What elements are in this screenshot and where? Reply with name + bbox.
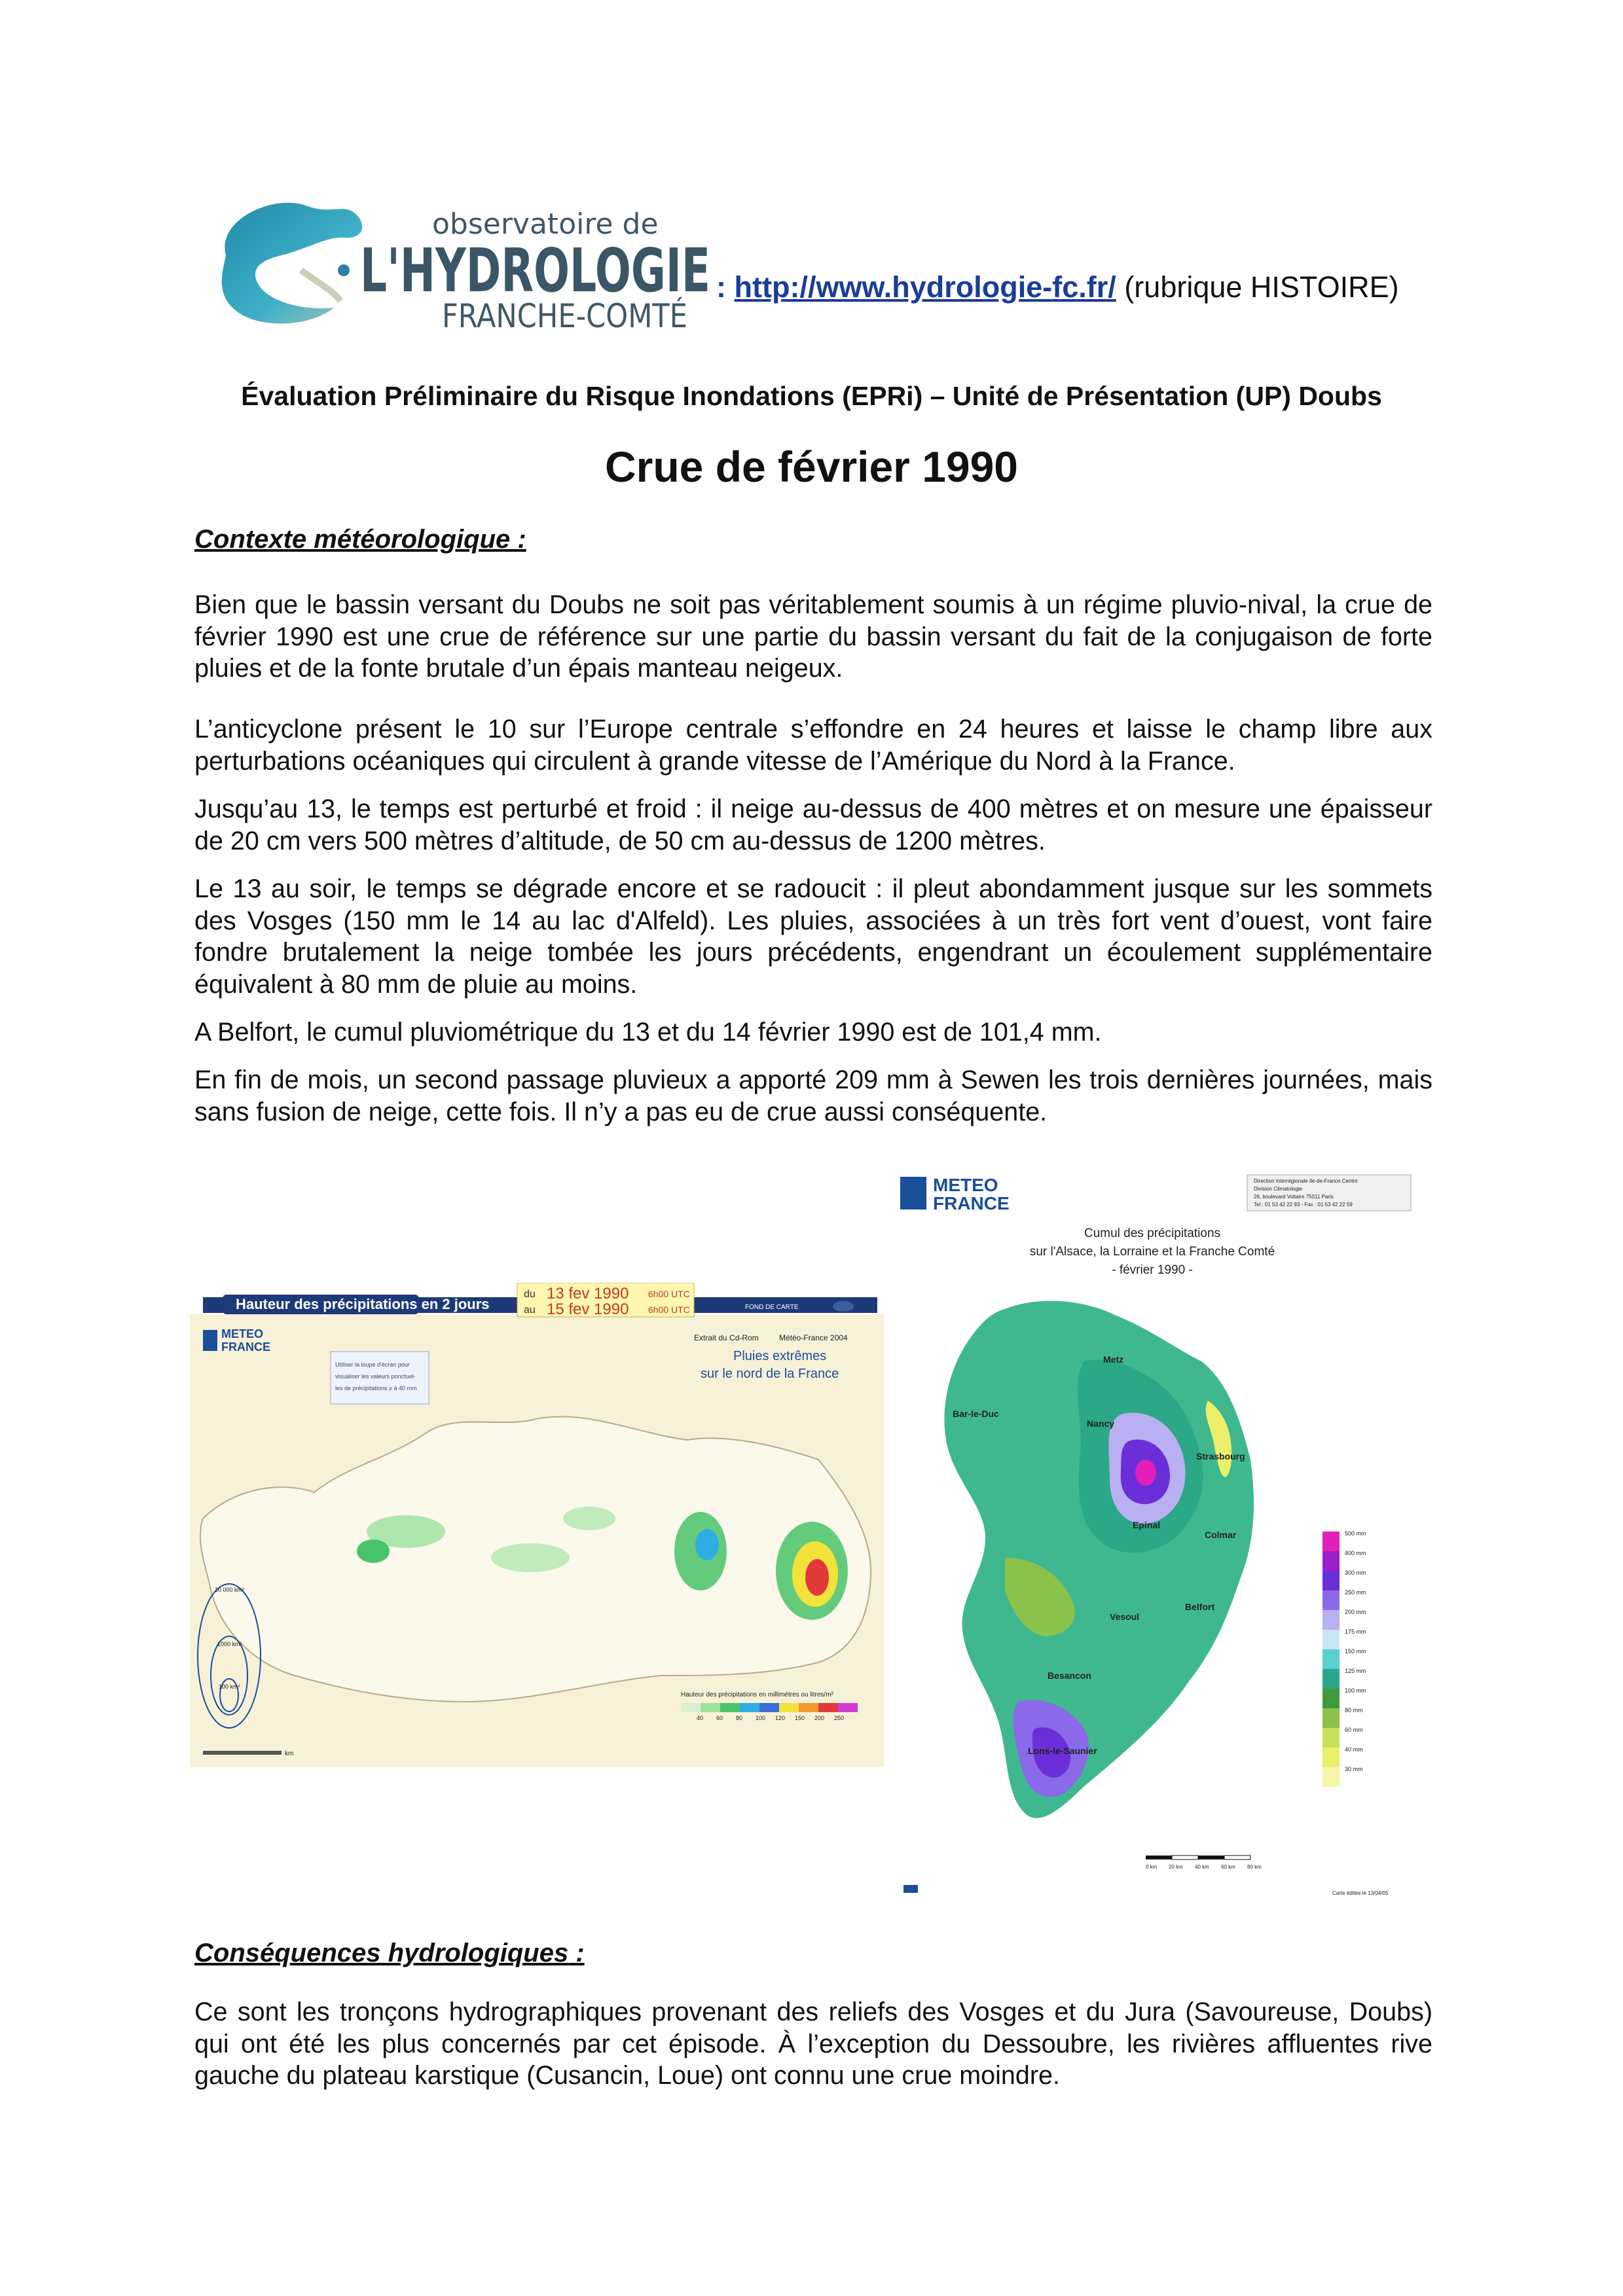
paragraph-5: A Belfort, le cumul pluviométrique du 13 et du 14 février 1990 est de 101,4 mm. [194,1018,1102,1047]
time-from: 6h00 UTC [648,1289,690,1299]
direction-line1: Direction Interrégionale Ile-de-France Centre [1254,1178,1358,1184]
map-cumulative-precipitation [887,1165,1417,1905]
scale-label-60: 60 km [1221,1864,1235,1870]
right-legend-swatch [1322,1551,1340,1571]
right-legend-label: 200 mm [1345,1609,1366,1615]
right-title-line1: Cumul des précipitations [1084,1227,1221,1240]
rain-patch [695,1529,719,1560]
copyright-label: Météo-France 2004 [779,1333,848,1342]
city-colmar: Colmar [1205,1530,1237,1540]
rain-patch [357,1539,390,1563]
right-meteo-france-logo-icon [900,1177,926,1210]
small-logo-icon [903,1885,918,1893]
right-legend-label: 60 mm [1345,1727,1363,1733]
circle-label-1000: 1000 km² [217,1641,242,1647]
logo-line1: observatoire de [432,207,659,241]
scale-bar [203,1751,282,1755]
city-belfort: Belfort [1185,1602,1215,1612]
rain-patch [491,1543,570,1572]
document-subtitle: Évaluation Préliminaire du Risque Inondations (EPRi) – Unité de Présentation (UP) Doubs [241,381,1382,411]
right-title-line3: - février 1990 - [1112,1263,1193,1277]
left-legend-tick: 60 [716,1715,723,1721]
fond-de-carte-label: FOND DE CARTE [745,1304,799,1311]
left-legend-tick: 150 [795,1715,805,1721]
note-line2: visualiser les valeurs ponctuel- [335,1373,416,1380]
left-logo-line2: FRANCE [221,1340,270,1354]
link-separator: : [716,270,726,304]
city-epinal: Epinal [1133,1520,1161,1530]
website-link[interactable]: http://www.hydrologie-fc.fr/ [734,270,1116,304]
drop-shape [222,203,362,324]
au-label: au [524,1304,536,1316]
left-legend-tick: 40 [697,1715,704,1721]
circle-label-10000: 10 000 km² [215,1587,245,1593]
right-legend-swatch [1322,1728,1340,1748]
right-legend-label: 250 mm [1345,1589,1366,1596]
source-label: Extrait du Cd-Rom [694,1333,759,1342]
consequences-heading-colon: : [568,1939,585,1967]
left-legend-swatch [779,1703,799,1712]
right-legend-label: 400 mm [1345,1550,1366,1556]
link-suffix: (rubrique HISTOIRE) [1116,270,1399,304]
section-heading-context: Contexte météorologique : [194,525,526,554]
note-line1: Utiliser la loupe d'écran pour [335,1361,410,1368]
right-legend-label: 300 mm [1345,1570,1366,1576]
city-nancy: Nancy [1087,1418,1115,1429]
right-legend-label: 30 mm [1345,1766,1363,1772]
heading-line1: Pluies extrêmes [733,1349,827,1363]
city-besancon: Besancon [1048,1670,1091,1681]
scale-label-20: 20 km [1169,1864,1183,1870]
circle-label-100: 100 km² [219,1683,240,1690]
rain-patch [563,1507,615,1530]
map-precipitation-2-days [190,1283,884,1767]
scale-label-0: 0 km [1146,1864,1158,1870]
left-legend-swatch [818,1703,838,1712]
right-legend-swatch [1322,1532,1340,1551]
city-bar-le-duc: Bar-le-Duc [953,1408,999,1419]
right-legend-label: 80 mm [1345,1707,1363,1713]
meteo-france-logo-icon [203,1330,217,1351]
right-legend-label: 40 mm [1345,1746,1363,1753]
city-lons-le-saunier: Lons-le-Saunier [1028,1746,1097,1756]
left-legend-title: Hauteur des précipitations en millimètres ou litres/m² [681,1691,833,1698]
right-legend-swatch [1322,1689,1340,1708]
paragraph-2: L’anticyclone présent le 10 sur l’Europe centrale s’effondre en 24 heures et laisse le champ libre aux perturbations océaniques qui circulent à grande vitesse de l’Amérique du Nord à la France. [194,715,1432,776]
header-link-line [716,270,1399,304]
scale-label: km [285,1750,294,1757]
right-legend-label: 150 mm [1345,1648,1366,1655]
left-legend-swatch [720,1703,740,1712]
left-legend-swatch [799,1703,818,1712]
paragraph-4: Le 13 au soir, le temps se dégrade encore et se radoucit : il pleut abondamment jusque sur les sommets des Vosges (150 mm le 14 au lac d'Alfeld). Les pluies, associées à un très fort vent d’ouest, vont faire fondre brutalement la neige tombée les jours précédents, engendrant un écoulement supplémentaire équivalent à 80 mm de pluie au moins. [194,874,1432,999]
city-vesoul: Vesoul [1110,1611,1140,1622]
right-legend-swatch [1322,1630,1340,1649]
map-right-graphic [887,1165,1417,1905]
left-logo-line1: METEO [221,1327,264,1340]
right-legend-label: 175 mm [1345,1628,1366,1635]
globe-icon [833,1301,854,1312]
city-strasbourg: Strasbourg [1196,1451,1245,1462]
page-title: Crue de février 1990 [604,442,1019,491]
direction-line4: Tel : 01 53 42 22 93 - Fax : 01 53 42 22 59 [1254,1202,1353,1208]
banner-title: Hauteur des précipitations en 2 jours [236,1296,490,1312]
time-to: 6h00 UTC [648,1304,690,1315]
date-from: 13 fev 1990 [547,1285,629,1302]
rain-patch [805,1559,829,1596]
hydrologie-logo [196,193,714,337]
city-metz: Metz [1103,1354,1124,1365]
region-peak [1135,1460,1156,1486]
left-legend-swatch [838,1703,858,1712]
right-legend-swatch [1322,1571,1340,1590]
consequences-heading-text: Conséquences hydrologiques [194,1939,569,1967]
hydrologie-logo-graphic [196,193,714,337]
right-legend-label: 500 mm [1345,1530,1366,1537]
logo-line3: FRANCHE-COMTÉ [442,297,714,335]
right-scale-bar [1146,1856,1250,1859]
left-legend-swatch [740,1703,759,1712]
left-legend-tick: 250 [834,1715,845,1721]
scale-label-80: 80 km [1247,1864,1262,1870]
du-label: du [524,1289,536,1300]
direction-line3: 26, boulevard Voltaire 75011 Paris [1254,1194,1334,1200]
dot-shape [338,264,350,276]
right-legend-swatch [1322,1669,1340,1689]
right-logo-line2: FRANCE [933,1193,1010,1213]
map-left-graphic [190,1283,884,1767]
section-heading-consequences [194,1939,585,1968]
right-legend-swatch [1322,1649,1340,1669]
left-legend-swatch [681,1703,701,1712]
paragraph-7: Ce sont les tronçons hydrographiques provenant des reliefs des Vosges et du Jura (Savoureuse, Doubs) qui ont été les plus concernés par cet épisode. À l’exception du Dessoubre, les rivières affluentes rive gauche du plateau karstique (Cusancin, Loue) ont connu une crue moindre. [194,1998,1432,2090]
paragraph-3: Jusqu’au 13, le temps est perturbé et froid : il neige au-dessus de 400 mètres et on mesure une épaisseur de 20 cm vers 500 mètres d’altitude, de 50 cm au-dessus de 1200 mètres. [194,795,1432,855]
right-footer: Carte éditée le 13/04/05 [1332,1890,1389,1896]
wave-shape [301,270,340,301]
right-legend-swatch [1322,1767,1340,1787]
left-legend-tick: 120 [775,1715,786,1721]
left-legend-tick: 100 [756,1715,766,1721]
right-legend-swatch [1322,1748,1340,1767]
logo-line2: L'HYDROLOGIE [360,236,710,306]
right-legend-label: 125 mm [1345,1668,1366,1674]
note-line3: les de précipitations ≥ à 40 mm [335,1385,417,1391]
right-legend-swatch [1322,1708,1340,1728]
right-legend-swatch [1322,1610,1340,1630]
heading-line2: sur le nord de la France [701,1367,839,1381]
left-legend-tick: 200 [814,1715,825,1721]
left-legend-swatch [701,1703,720,1712]
scale-label-40: 40 km [1195,1864,1209,1870]
paragraph-6: En fin de mois, un second passage pluvieux a apporté 209 mm à Sewen les trois dernières journées, mais sans fusion de neige, cette fois. Il n’y a pas eu de crue aussi conséquente. [194,1066,1432,1126]
left-legend-swatch [759,1703,779,1712]
right-legend-label: 100 mm [1345,1687,1366,1694]
date-to: 15 fev 1990 [547,1300,629,1318]
right-legend-swatch [1322,1590,1340,1610]
paragraph-1: Bien que le bassin versant du Doubs ne soit pas véritablement soumis à un régime pluvio-nival, la crue de février 1990 est une crue de référence sur une partie du bassin versant du fait de la conjugaison de forte pluies et de la fonte brutale d’un épais manteau neigeux. [194,590,1432,683]
right-title-line2: sur l'Alsace, la Lorraine et la Franche Comté [1029,1245,1275,1259]
right-logo-line1: METEO [933,1175,998,1195]
left-legend-tick: 80 [736,1715,743,1721]
direction-line2: Division Climatologie [1254,1186,1303,1192]
